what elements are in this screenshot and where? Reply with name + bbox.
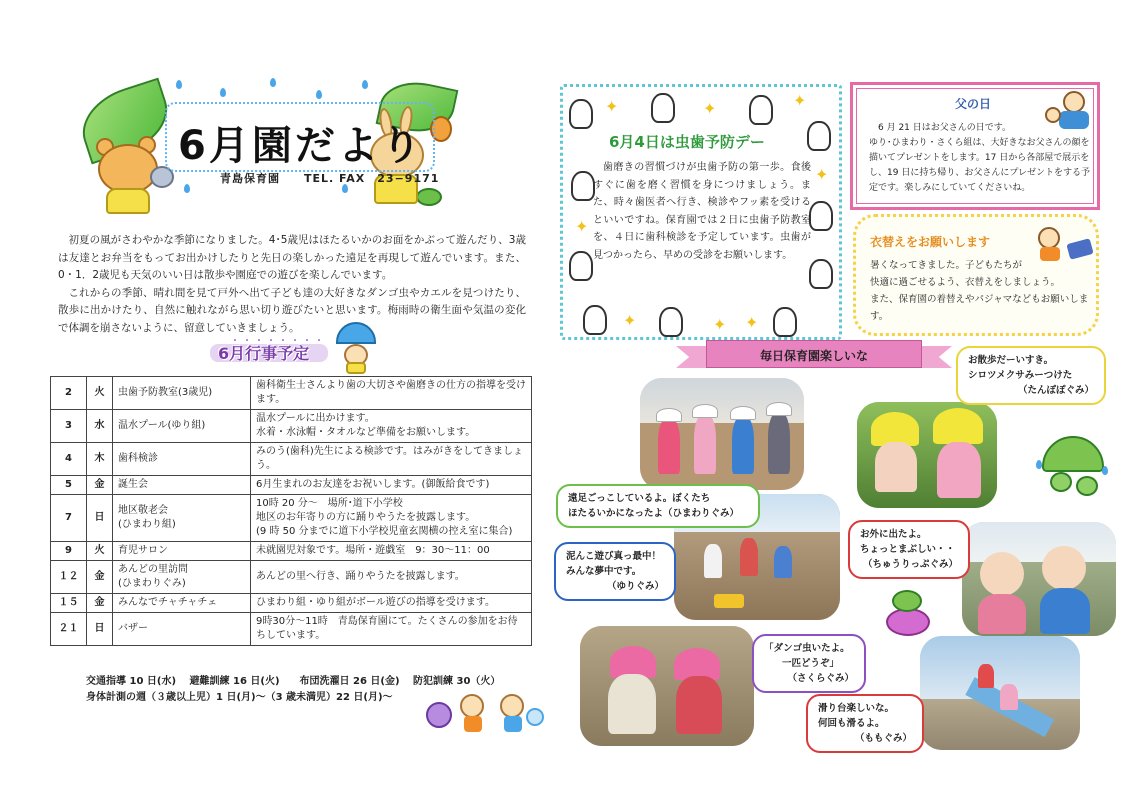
page-title: 6月園だより <box>178 123 424 169</box>
event-detail: 温水プールに出かけます。 水着・水泳帽・タオルなど準備をお願いします。 <box>251 410 532 443</box>
bubble-class: （たんぽぽぐみ） <box>1017 385 1094 396</box>
event-name: 誕生会 <box>113 476 251 495</box>
fathers-day-box <box>850 82 1100 210</box>
events-heading-text: 6月行事予定 <box>218 344 310 363</box>
bubble-line: 遠足ごっこしているよ。ぼくたち <box>568 493 711 504</box>
event-day: 2 <box>51 377 87 410</box>
bear-raincoat <box>106 188 150 214</box>
bubble-line: 一匹どうぞ」 <box>782 658 840 669</box>
speech-bubble-slide <box>806 694 924 753</box>
tooth-icon <box>651 93 675 123</box>
raindrop-icon <box>362 80 368 89</box>
photo-slide <box>920 636 1080 750</box>
bubble-line: シロツメクサみーつけた <box>968 370 1073 381</box>
dental-title: 6月4日は虫歯予防デー <box>609 133 765 151</box>
sparkle-icon: ✦ <box>575 217 589 236</box>
bubble-line: みんな夢中です。 <box>566 566 642 577</box>
bubble-line: ちょっとまぶしい・・ <box>860 544 956 555</box>
event-weekday: 水 <box>87 410 113 443</box>
tooth-icon <box>569 99 593 129</box>
clothes-change-title: 衣替えをお願いします <box>870 235 991 249</box>
dental-day-box <box>560 84 842 340</box>
photo-walk <box>857 402 997 508</box>
child-clothes-illustration <box>1038 227 1094 261</box>
event-day: 9 <box>51 542 87 561</box>
events-table <box>50 376 532 646</box>
event-name: あんどの里訪問 (ひまわりぐみ) <box>113 561 251 594</box>
event-name: 虫歯予防教室(3歳児) <box>113 377 251 410</box>
event-row <box>51 443 532 476</box>
clothes-change-box <box>853 214 1099 336</box>
bubble-line: ほたるいかになったよ（ひまわりぐみ） <box>568 508 740 519</box>
speech-bubble-walk <box>956 346 1106 405</box>
event-name: 歯科検診 <box>113 443 251 476</box>
clothes-change-text <box>870 257 1096 325</box>
event-day: 7 <box>51 495 87 542</box>
fathers-day-text <box>869 121 1093 196</box>
event-row <box>51 561 532 594</box>
photo-classroom <box>640 378 804 490</box>
sparkle-icon: ✦ <box>713 315 727 334</box>
raindrop-icon <box>316 90 322 99</box>
event-row <box>51 542 532 561</box>
event-detail: 未就園児対象です。場所・遊戯室 9：30～11：00 <box>251 542 532 561</box>
event-name: バザー <box>113 613 251 646</box>
fathers-day-title: 父の日 <box>955 97 992 111</box>
measurement-line: 身体計測の週（３歳以上児）1 日(月)～（3 歳未満児）22 日(月)～ <box>86 692 393 703</box>
sparkle-icon: ✦ <box>815 165 829 184</box>
event-day: １５ <box>51 594 87 613</box>
tooth-icon <box>571 171 595 201</box>
speech-bubble-mud <box>554 542 676 601</box>
tooth-icon <box>659 307 683 337</box>
speech-bubble-outside <box>848 520 970 579</box>
event-detail: ひまわり組・ゆり組がボール遊びの指導を受けます。 <box>251 594 532 613</box>
fathers-day-detail: ゆり･ひまわり・さくら組は、大好きなお父さんの顔を描いてプレゼントをします。17 日から各部屋で展示をし、19 日に持ち帰り、お父さんにプレゼントをする予定です。楽しみにしていてくださいね。 <box>869 138 1090 193</box>
sparkle-icon: ✦ <box>605 97 619 116</box>
tooth-icon <box>749 95 773 125</box>
fathers-day-date: 6 月 21 日はお父さんの日です。 <box>878 123 1012 133</box>
title-block <box>80 76 460 218</box>
raindrop-icon <box>220 88 226 97</box>
intro-paragraph: 初夏の風がさわやかな季節になりました。4･5歳児はほたるいかのお面をかぶって遊んだり、3歳は友達とお弁当をもってお出かけしたりと先日の楽しかった遠足を再現して遊んでいます。また、0・1．2歳児も天気のいい日は散歩や園庭での遊びを楽しんでいます。 <box>58 234 526 281</box>
event-detail: 10時 20 分～ 場所･道下小学校 地区のお年寄りの方に踊りやうたを披露します。 (9 時 50 分までに道下小学校児童玄関横の控え室に集合) <box>251 495 532 542</box>
raindrop-icon <box>184 184 190 193</box>
bubble-class: （ちゅうりっぷぐみ） <box>862 559 958 570</box>
tooth-icon <box>809 201 833 231</box>
event-weekday: 金 <box>87 561 113 594</box>
events-heading <box>210 338 330 364</box>
event-name: みんなでチャチャチェ <box>113 594 251 613</box>
event-weekday: 火 <box>87 377 113 410</box>
event-name: 育児サロン <box>113 542 251 561</box>
clothes-line: また、保育園の着替えやパジャマなどもお願いします。 <box>870 294 1089 322</box>
ribbon-body <box>706 340 922 368</box>
event-row <box>51 476 532 495</box>
raindrop-icon <box>176 80 182 89</box>
frog-leaf-umbrella-illustration <box>1036 436 1110 502</box>
event-weekday: 日 <box>87 613 113 646</box>
bubble-line: 何回も滑るよ。 <box>818 718 885 729</box>
frog-illustration-small <box>416 188 442 206</box>
event-detail: 6月生まれのお友達をお祝いします。(御飯給食です) <box>251 476 532 495</box>
event-row <box>51 613 532 646</box>
dental-text: 歯磨きの習慣づけが虫歯予防の第一歩。食後すぐに歯を磨く習慣を身につけましょう。また、時々歯医者へ行き、検診やフッ素を受けるといいですね。保育園では２日に虫歯予防教室を、４日に歯科検診を予定しています。虫歯が見つかったら、早めの受診をお願いします。 <box>593 162 811 261</box>
tooth-icon <box>583 305 607 335</box>
bubble-class: （ゆりぐみ） <box>606 581 664 592</box>
event-name: 地区敬老会 (ひまわり組) <box>113 495 251 542</box>
event-detail: あんどの里へ行き、踊りやうたを披露します。 <box>251 561 532 594</box>
bubble-line: 滑り台楽しいな。 <box>818 703 895 714</box>
event-day: 4 <box>51 443 87 476</box>
event-weekday: 日 <box>87 495 113 542</box>
event-day: ２１ <box>51 613 87 646</box>
event-row <box>51 495 532 542</box>
event-row <box>51 410 532 443</box>
daily-life-ribbon <box>676 340 952 370</box>
ribbon-text: 毎日保育園楽しいな <box>759 349 868 363</box>
children-snail-illustration <box>420 688 550 738</box>
tooth-icon <box>569 251 593 281</box>
raindrop-icon <box>270 78 276 87</box>
bear-illustration <box>98 144 158 194</box>
sparkle-icon: ✦ <box>793 91 807 110</box>
bubble-line: お散歩だーいすき。 <box>968 355 1054 366</box>
event-row <box>51 594 532 613</box>
speech-bubble-pill-bug <box>752 634 866 693</box>
event-day: １２ <box>51 561 87 594</box>
hydrangea-frog-illustration <box>880 590 936 636</box>
clothes-line: 快適に過ごせるよう、衣替えをしましょう。 <box>870 277 1061 288</box>
speech-bubble-ensoku <box>556 484 760 528</box>
photo-babies <box>962 522 1116 636</box>
intro-paragraph: これからの季節、晴れ間を見て戸外へ出て子ども達の大好きなダンゴ虫やカエルを見つけたり、散歩に出かけたり、自然に触れながら思い切り遊びたいと思います。梅雨時の衛生面や気温の変化で体調を崩さないように、留意していきましょう。 <box>58 286 526 334</box>
event-weekday: 金 <box>87 476 113 495</box>
event-name: 温水プール(ゆり組) <box>113 410 251 443</box>
photo-pill-bug <box>580 626 754 746</box>
event-day: 5 <box>51 476 87 495</box>
tooth-icon <box>809 259 833 289</box>
bubble-class: （さくらぐみ） <box>787 673 854 684</box>
bubble-line: 「ダンゴ虫いたよ。 <box>764 643 850 654</box>
event-weekday: 木 <box>87 443 113 476</box>
child-umbrella-illustration <box>332 322 380 374</box>
sparkle-icon: ✦ <box>703 99 717 118</box>
drills-line: 交通指導 10 日(水) 避難訓練 16 日(火) 布団洗濯日 26 日(金) 防犯訓練 30（火） <box>86 676 501 687</box>
event-day: 3 <box>51 410 87 443</box>
clothes-line: 暑くなってきました。子どもたちが <box>870 260 1023 271</box>
sparkle-icon: ✦ <box>623 311 637 330</box>
bubble-line: 泥んこ遊び真っ最中！ <box>566 551 662 562</box>
tooth-icon <box>773 307 797 337</box>
bubble-class: （ももぐみ） <box>854 733 912 744</box>
sparkle-icon: ✦ <box>745 313 759 332</box>
event-row <box>51 377 532 410</box>
tooth-icon <box>807 121 831 151</box>
intro-text <box>58 232 526 337</box>
event-detail: みのう(歯科)先生による検診です。はみがきをしてきましょう。 <box>251 443 532 476</box>
event-weekday: 金 <box>87 594 113 613</box>
school-contact: 青島保育園 TEL. FAX 23−9171 <box>220 172 440 185</box>
bubble-line: お外に出たよ。 <box>860 529 927 540</box>
event-weekday: 火 <box>87 542 113 561</box>
event-detail: 歯科衛生士さんより歯の大切さや歯磨きの仕方の指導を受けます。 <box>251 377 532 410</box>
heading-dots: ・・・・・・・・ <box>230 336 326 347</box>
event-detail: 9時30分～11時 青島保育園にて。たくさんの参加をお待ちしています。 <box>251 613 532 646</box>
